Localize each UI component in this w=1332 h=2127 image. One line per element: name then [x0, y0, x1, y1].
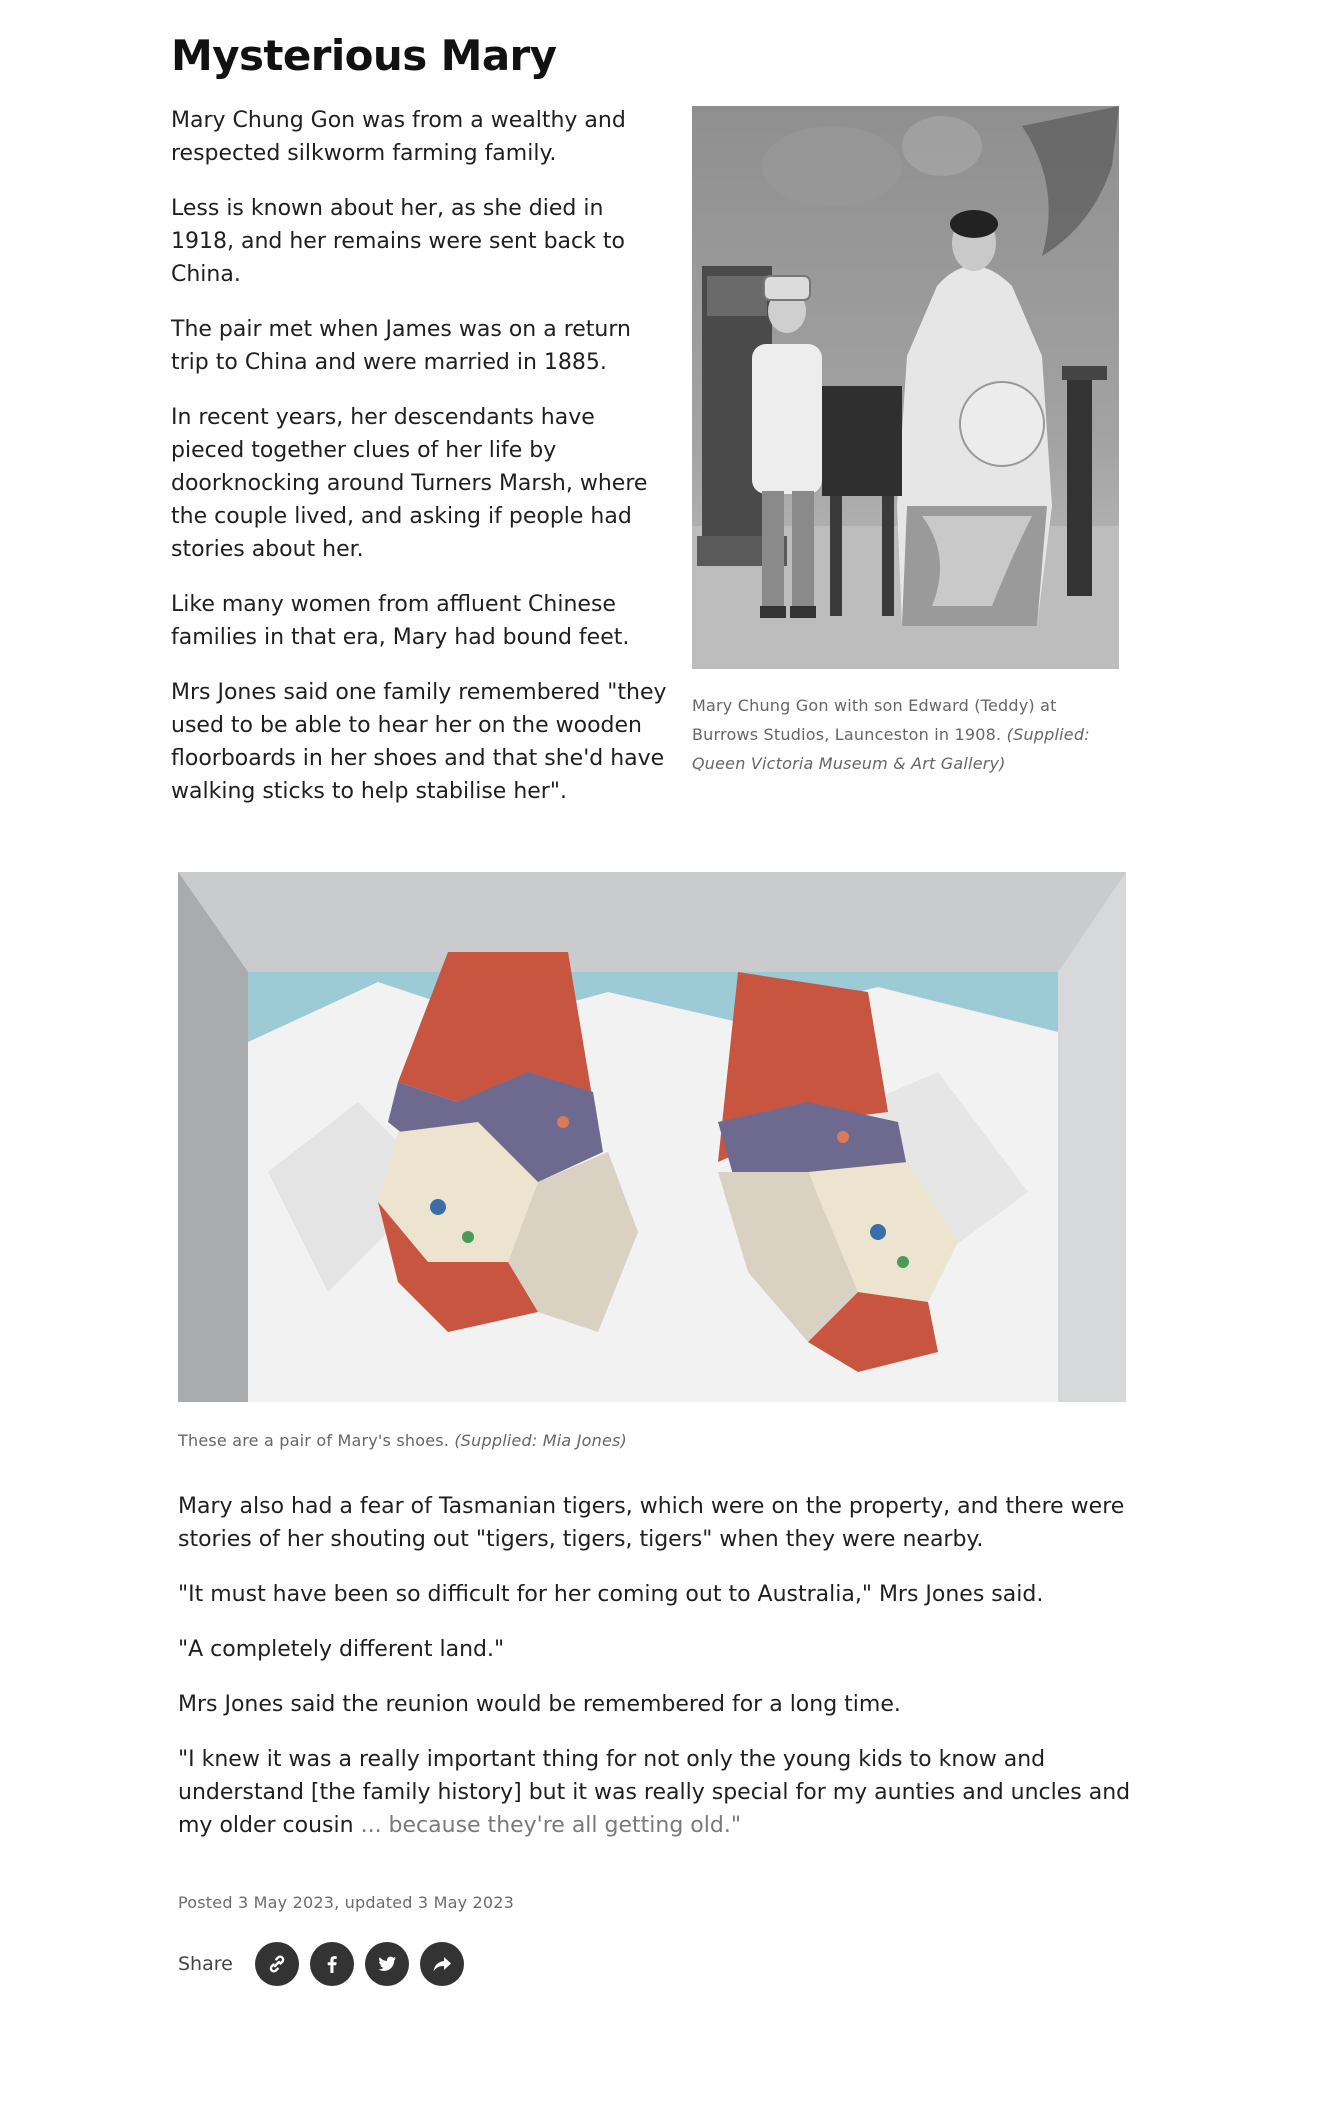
shoes-caption-text: These are a pair of Mary's shoes.	[178, 1431, 450, 1450]
facebook-share-button[interactable]	[310, 1942, 354, 1986]
article-heading: Mysterious Mary	[171, 31, 557, 80]
intro-paragraph: In recent years, her descendants have pieced together clues of her life by doorknocking around Turners Marsh, where the couple lived, and asking if people had stories about her.	[171, 405, 648, 562]
last-paragraph-main: "I knew it was a really important thing for not only the young kids to know and understand [the family history] but it was really special for my aunties and uncles and my older cousin	[178, 1747, 1131, 1838]
intro-paragraph: Mrs Jones said one family remembered "they used to be able to hear her on the wooden floorboards in her shoes and that she'd have walking sticks to help stabilise her".	[171, 680, 667, 804]
intro-text-column	[171, 104, 669, 830]
body-paragraph: Mrs Jones said the reunion would be remembered for a long time.	[178, 1692, 901, 1717]
share-label: Share	[178, 1953, 233, 1975]
portrait-figure	[692, 106, 1119, 778]
body-paragraph: Mary also had a fear of Tasmanian tigers, which were on the property, and there were stories of her shouting out "tigers, tigers, tigers" when they were nearby.	[178, 1494, 1125, 1552]
intro-paragraph: Less is known about her, as she died in 1918, and her remains were sent back to China.	[171, 196, 625, 287]
twitter-share-button[interactable]	[365, 1942, 409, 1986]
posted-date: Posted 3 May 2023, updated 3 May 2023	[178, 1893, 515, 1912]
share-bar	[178, 1940, 475, 1988]
portrait-caption-text: Mary Chung Gon with son Edward (Teddy) at Burrows Studios, Launceston in 1908.	[692, 696, 1057, 744]
portrait-photo	[692, 106, 1119, 669]
shoes-figure	[178, 872, 1126, 1455]
portrait-caption-credit: (Supplied: Queen Victoria Museum & Art Gallery)	[692, 725, 1090, 773]
shoes-caption	[178, 1426, 1126, 1455]
body-paragraph: "A completely different land."	[178, 1637, 505, 1662]
body-paragraph: "It must have been so difficult for her coming out to Australia," Mrs Jones said.	[178, 1582, 1044, 1607]
portrait-caption	[692, 691, 1092, 778]
more-share-button[interactable]	[420, 1942, 464, 1986]
share-arrow-icon	[430, 1952, 454, 1976]
link-icon	[265, 1952, 289, 1976]
last-paragraph-tail: ... because they're all getting old."	[360, 1813, 741, 1838]
facebook-icon	[320, 1952, 344, 1976]
shoes-photo	[178, 872, 1126, 1402]
shoes-caption-credit: (Supplied: Mia Jones)	[454, 1431, 627, 1450]
intro-paragraph: Like many women from affluent Chinese families in that era, Mary had bound feet.	[171, 592, 630, 650]
copy-link-button[interactable]	[255, 1942, 299, 1986]
body-paragraph-last	[178, 1743, 1138, 1842]
intro-paragraph: The pair met when James was on a return trip to China and were married in 1885.	[171, 317, 631, 375]
twitter-icon	[375, 1952, 399, 1976]
body-text-column	[178, 1490, 1138, 1864]
intro-paragraph: Mary Chung Gon was from a wealthy and respected silkworm farming family.	[171, 108, 626, 166]
